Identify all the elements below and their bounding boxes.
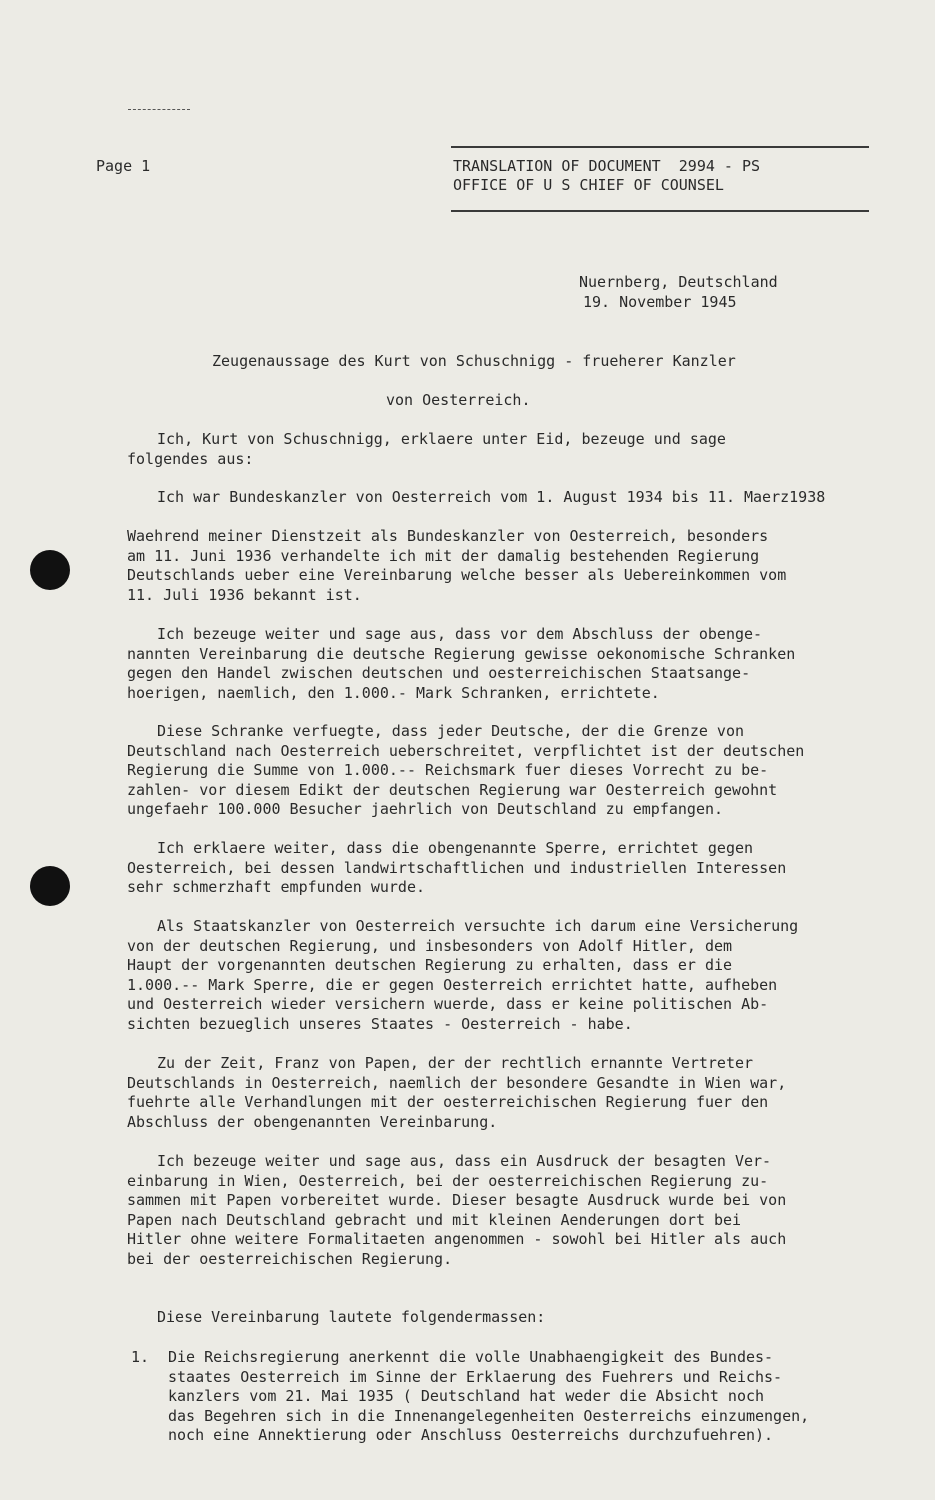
text-line: kanzlers vom 21. Mai 1935 ( Deutschland hat weder die Absicht noch — [168, 1387, 765, 1406]
paragraph-papen — [127, 1054, 857, 1132]
paragraph-draft — [127, 1152, 857, 1270]
paragraph-assurance — [127, 917, 857, 1035]
text-line: ungefaehr 100.000 Besucher jaehrlich von Deutschland zu empfangen. — [127, 800, 724, 819]
paragraph-sperre — [127, 839, 857, 898]
top-stray-mark — [128, 109, 190, 110]
text-line: bei der oesterreichischen Regierung. — [127, 1249, 453, 1268]
text-line: Abschluss der obengenannten Vereinbarung. — [127, 1112, 498, 1131]
text-line: Oesterreich, bei dessen landwirtschaftlichen und industriellen Interessen — [127, 858, 787, 877]
text-line: Deutschland nach Oesterreich ueberschreitet, verpflichtet ist der deutschen — [127, 741, 805, 760]
text-line: Deutschlands ueber eine Vereinbarung welche besser als Uebereinkommen vom — [127, 566, 787, 585]
text-line: Als Staatskanzler von Oesterreich versuchte ich darum eine Versicherung — [157, 917, 799, 935]
punch-hole — [30, 866, 70, 906]
text-line: Zu der Zeit, Franz von Papen, der der rechtlich ernannte Vertreter — [157, 1054, 754, 1072]
text-line: Hitler ohne weitere Formalitaeten angenommen - sowohl bei Hitler als auch — [127, 1230, 787, 1249]
paragraph-oath — [127, 430, 857, 469]
paragraph-tenure — [127, 488, 857, 508]
text-line: Diese Vereinbarung lautete folgendermassen: — [157, 1308, 546, 1326]
text-line: Ich war Bundeskanzler von Oesterreich vom 1. August 1934 bis 11. Maerz1938 — [157, 488, 826, 506]
text-line: sichten bezueglich unseres Staates - Oesterreich - habe. — [127, 1014, 633, 1033]
text-line: Ich, Kurt von Schuschnigg, erklaere unter Eid, bezeuge und sage — [157, 430, 726, 448]
text-line: nannten Vereinbarung die deutsche Regierung gewisse oekonomische Schranken — [127, 644, 796, 663]
punch-hole — [30, 550, 70, 590]
text-line: Die Reichsregierung anerkennt die volle Unabhaengigkeit des Bundes- — [168, 1348, 774, 1366]
text-line: 1.000.-- Mark Sperre, die er gegen Oesterreich errichtet hatte, aufheben — [127, 975, 778, 994]
text-line: einbarung in Wien, Oesterreich, bei der oesterreichischen Regierung zu- — [127, 1171, 769, 1190]
text-line: sammen mit Papen vorbereitet wurde. Dieser besagte Ausdruck wurde bei von — [127, 1191, 787, 1210]
text-line: und Oesterreich wieder versichern wuerde, dass er keine politischen Ab- — [127, 995, 769, 1014]
text-line: Regierung die Summe von 1.000.-- Reichsmark fuer dieses Vorrecht zu be- — [127, 761, 769, 780]
text-line: fuehrte alle Verhandlungen mit der oesterreichischen Regierung fuer den — [127, 1093, 769, 1112]
text-line: Waehrend meiner Dienstzeit als Bundeskanzler von Oesterreich, besonders — [127, 527, 769, 545]
text-line: Ich erklaere weiter, dass die obengenannte Sperre, errichtet gegen — [157, 839, 754, 857]
text-line: das Begehren sich in die Innenangelegenheiten Oesterreichs einzumengen, — [168, 1406, 810, 1425]
paragraph-intro-agreement — [127, 1308, 857, 1328]
text-line: zahlen- vor diesem Edikt der deutschen Regierung war Oesterreich gewohnt — [127, 780, 778, 799]
item-1-text — [168, 1348, 868, 1446]
text-line: Papen nach Deutschland gebracht und mit kleinen Aenderungen dort bei — [127, 1210, 742, 1229]
item-number: 1. — [131, 1348, 150, 1366]
text-line: Ich bezeuge weiter und sage aus, dass ein Ausdruck der besagten Ver- — [157, 1152, 772, 1170]
statement-title-line1: Zeugenaussage des Kurt von Schuschnigg - frueherer Kanzler — [212, 352, 736, 370]
statement-title-line2: von Oesterreich. — [386, 391, 531, 409]
text-line: Deutschlands in Oesterreich, naemlich der besondere Gesandte in Wien war, — [127, 1073, 787, 1092]
dateline-place: Nuernberg, Deutschland — [579, 273, 778, 291]
header-top-rule — [451, 146, 869, 148]
text-line: sehr schmerzhaft empfunden wurde. — [127, 878, 426, 897]
text-line: 11. Juli 1936 bekannt ist. — [127, 585, 362, 604]
paragraph-agreement — [127, 527, 857, 605]
text-line: Ich bezeuge weiter und sage aus, dass vor dem Abschluss der obenge- — [157, 625, 763, 643]
paragraph-barrier-terms — [127, 722, 857, 820]
text-line: hoerigen, naemlich, den 1.000.- Mark Schranken, errichtete. — [127, 683, 660, 702]
text-line: gegen den Handel zwischen deutschen und oesterreichischen Staatsange- — [127, 664, 751, 683]
text-line: noch eine Annektierung oder Anschluss Oesterreichs durchzufuehren). — [168, 1426, 774, 1445]
text-line: von der deutschen Regierung, und insbesonders von Adolf Hitler, dem — [127, 936, 733, 955]
dateline-date: 19. November 1945 — [583, 293, 737, 311]
paragraph-barriers — [127, 625, 857, 703]
document-title: TRANSLATION OF DOCUMENT 2994 - PS — [453, 157, 761, 175]
text-line: Diese Schranke verfuegte, dass jeder Deutsche, der die Grenze von — [157, 722, 744, 740]
header-bottom-rule — [451, 210, 869, 212]
text-line: folgendes aus: — [127, 449, 254, 468]
text-line: Haupt der vorgenannten deutschen Regierung zu erhalten, dass er die — [127, 956, 733, 975]
text-line: staates Oesterreich im Sinne der Erklaerung des Fuehrers und Reichs- — [168, 1367, 783, 1386]
office-line: OFFICE OF U S CHIEF OF COUNSEL — [453, 176, 724, 194]
text-line: am 11. Juni 1936 verhandelte ich mit der damalig bestehenden Regierung — [127, 546, 760, 565]
page-label: Page 1 — [96, 157, 151, 175]
